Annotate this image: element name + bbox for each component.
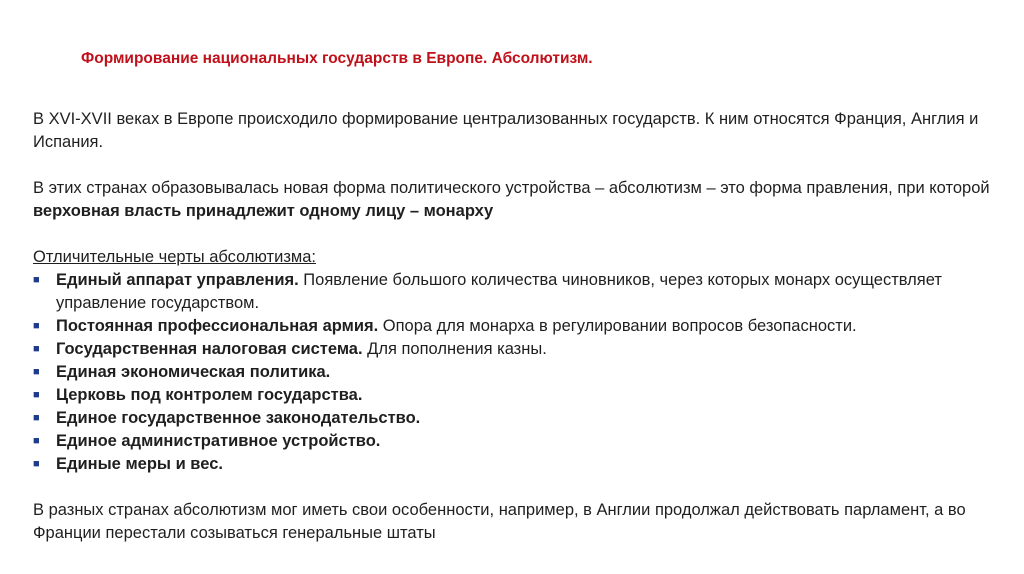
feature-title: Государственная налоговая система. [56, 340, 363, 358]
spacer [33, 154, 993, 177]
list-item [33, 315, 993, 338]
feature-description: Опора для монарха в регулировании вопросов безопасности. [378, 317, 857, 335]
feature-title: Единые меры и вес. [56, 455, 223, 473]
features-list [33, 269, 993, 476]
square-bullet-icon: ■ [33, 412, 40, 424]
definition-emphasis: верховная власть принадлежит одному лицу – монарху [33, 202, 494, 220]
feature-title: Единое государственное законодательство. [56, 409, 421, 427]
square-bullet-icon: ■ [33, 274, 40, 286]
square-bullet-icon: ■ [33, 458, 40, 470]
list-item [33, 384, 993, 407]
square-bullet-icon: ■ [33, 343, 40, 355]
definition-text: В этих странах образовывалась новая форма политического устройства – абсолютизм – это форма правления, при которой [33, 179, 990, 197]
slide-title: Формирование национальных государств в Европе. Абсолютизм. [81, 50, 593, 67]
feature-title: Церковь под контролем государства. [56, 386, 363, 404]
list-item [33, 338, 993, 361]
square-bullet-icon: ■ [33, 320, 40, 332]
list-item [33, 361, 993, 384]
conclusion-paragraph: В разных странах абсолютизм мог иметь свои особенности, например, в Англии продолжал действовать парламент, а во Франции перестали созываться генеральные штаты [33, 501, 966, 542]
slide-content [33, 108, 993, 545]
list-item [33, 407, 993, 430]
feature-title: Единая экономическая политика. [56, 363, 331, 381]
intro-paragraph: В XVI-XVII веках в Европе происходило формирование централизованных государств. К ним относятся Франция, Англия и Испания. [33, 110, 979, 151]
definition-paragraph [33, 177, 993, 223]
square-bullet-icon: ■ [33, 389, 40, 401]
features-heading: Отличительные черты абсолютизма: [33, 248, 317, 266]
feature-description: Появление большого количества чиновников, через которых монарх осуществляет управление государством. [56, 271, 942, 312]
feature-title: Постоянная профессиональная армия. [56, 317, 379, 335]
square-bullet-icon: ■ [33, 366, 40, 378]
feature-description: Для пополнения казны. [362, 340, 547, 358]
spacer [33, 476, 993, 499]
list-item [33, 430, 993, 453]
feature-title: Единое административное устройство. [56, 432, 381, 450]
list-item [33, 269, 993, 315]
list-item [33, 453, 993, 476]
square-bullet-icon: ■ [33, 435, 40, 447]
feature-title: Единый аппарат управления. [56, 271, 299, 289]
spacer [33, 223, 993, 246]
